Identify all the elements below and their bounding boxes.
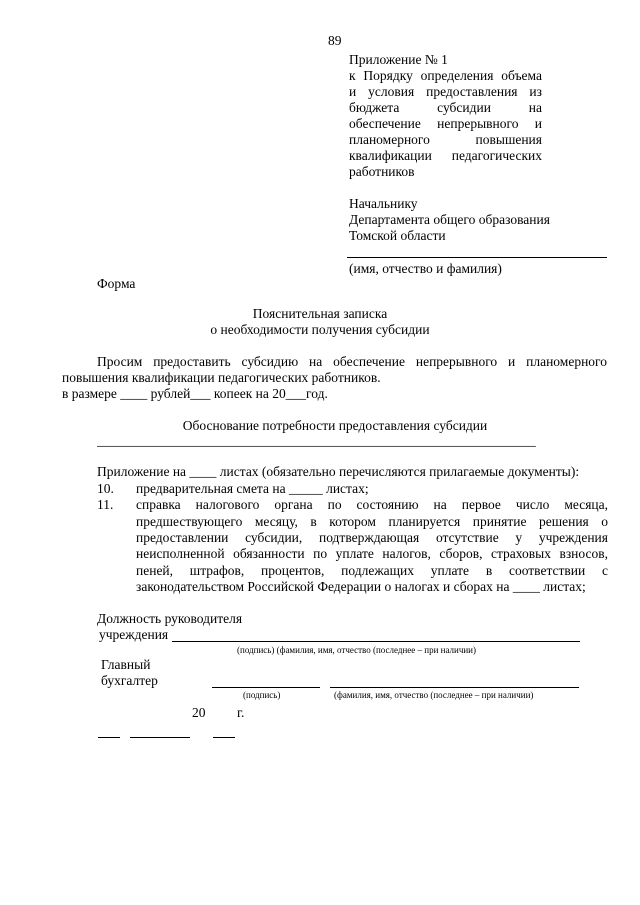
date-year-suffix: г. [237,705,245,720]
appendix-line: обеспечение непрерывного и [349,116,542,131]
date-month-line [130,737,190,738]
attachment-text-line: пеней, штрафов, процентов, подлежащих уплате в соответствии с [136,563,608,578]
accountant-sign-caption: (подпись) [243,690,281,700]
attachment-text-line: неисполненной обязанности по уплате налогов, сборов, страховых взносов, [136,546,608,561]
director-signature-line [172,641,580,642]
attachment-text: предварительная смета на _____ листах; [136,481,369,496]
appendix-line: и условия предоставления из [349,84,542,99]
director-institution: учреждения [99,627,169,642]
accountant-signature-line [212,687,320,688]
justification-heading: Обоснование потребности предоставления субсидии [182,418,488,433]
appendix-title: Приложение № 1 [349,52,448,67]
accountant-position: Главный [101,657,151,672]
director-caption: (подпись) (фамилия, имя, отчество (последнее – при наличии) [237,645,476,655]
page-number: 89 [328,33,342,48]
attachment-number: 10. [97,481,114,496]
appendix-line: к Порядку определения объема [349,68,542,83]
title-line: о необходимости получения субсидии [210,322,430,337]
date-year-line [213,737,235,738]
appendix-line: планомерного повышения [349,132,542,147]
request-line: повышения квалификации педагогических работников. [62,370,381,385]
accountant-name-line [330,687,579,688]
attachment-number: 11. [97,497,114,512]
addressee-line: Томской области [349,228,446,243]
attachment-text-line: законодательством Российской Федерации о налогах и сборах на ____ листах; [136,579,586,594]
appendix-line: квалификации педагогических [349,148,542,163]
attachments-intro: Приложение на ____ листах (обязательно перечисляются прилагаемые документы): [97,464,580,479]
justification-blank: _________________________________________________________________ [97,433,536,448]
request-line: Просим предоставить субсидию на обеспечение непрерывного и планомерного [97,354,607,369]
director-position: Должность руководителя [97,611,243,626]
addressee-line: Департамента общего образования [349,212,550,227]
accountant-position-2: бухгалтер [101,673,158,688]
attachment-text-line: предшествующего месяцу, в котором планируется принятие решения о [136,514,608,529]
attachment-text-line: справка налогового органа по состоянию на первое число месяца, [136,497,608,512]
date-year-prefix: 20 [192,705,206,720]
title-line: Пояснительная записка [252,306,388,321]
appendix-last-line: работников [349,164,415,179]
appendix-line: бюджета субсидии на [349,100,542,115]
addressee-caption: (имя, отчество и фамилия) [349,261,502,276]
request-line: в размере ____ рублей___ копеек на 20___год. [62,386,328,401]
addressee-line: Начальнику [349,196,418,211]
accountant-name-caption: (фамилия, имя, отчество (последнее – при наличии) [334,690,534,700]
addressee-name-line [347,257,607,258]
attachment-text-line: предоставлении субсидии, подтверждающая отсутствие у учреждения [136,530,608,545]
form-label: Форма [97,276,136,291]
date-day-line [98,737,120,738]
